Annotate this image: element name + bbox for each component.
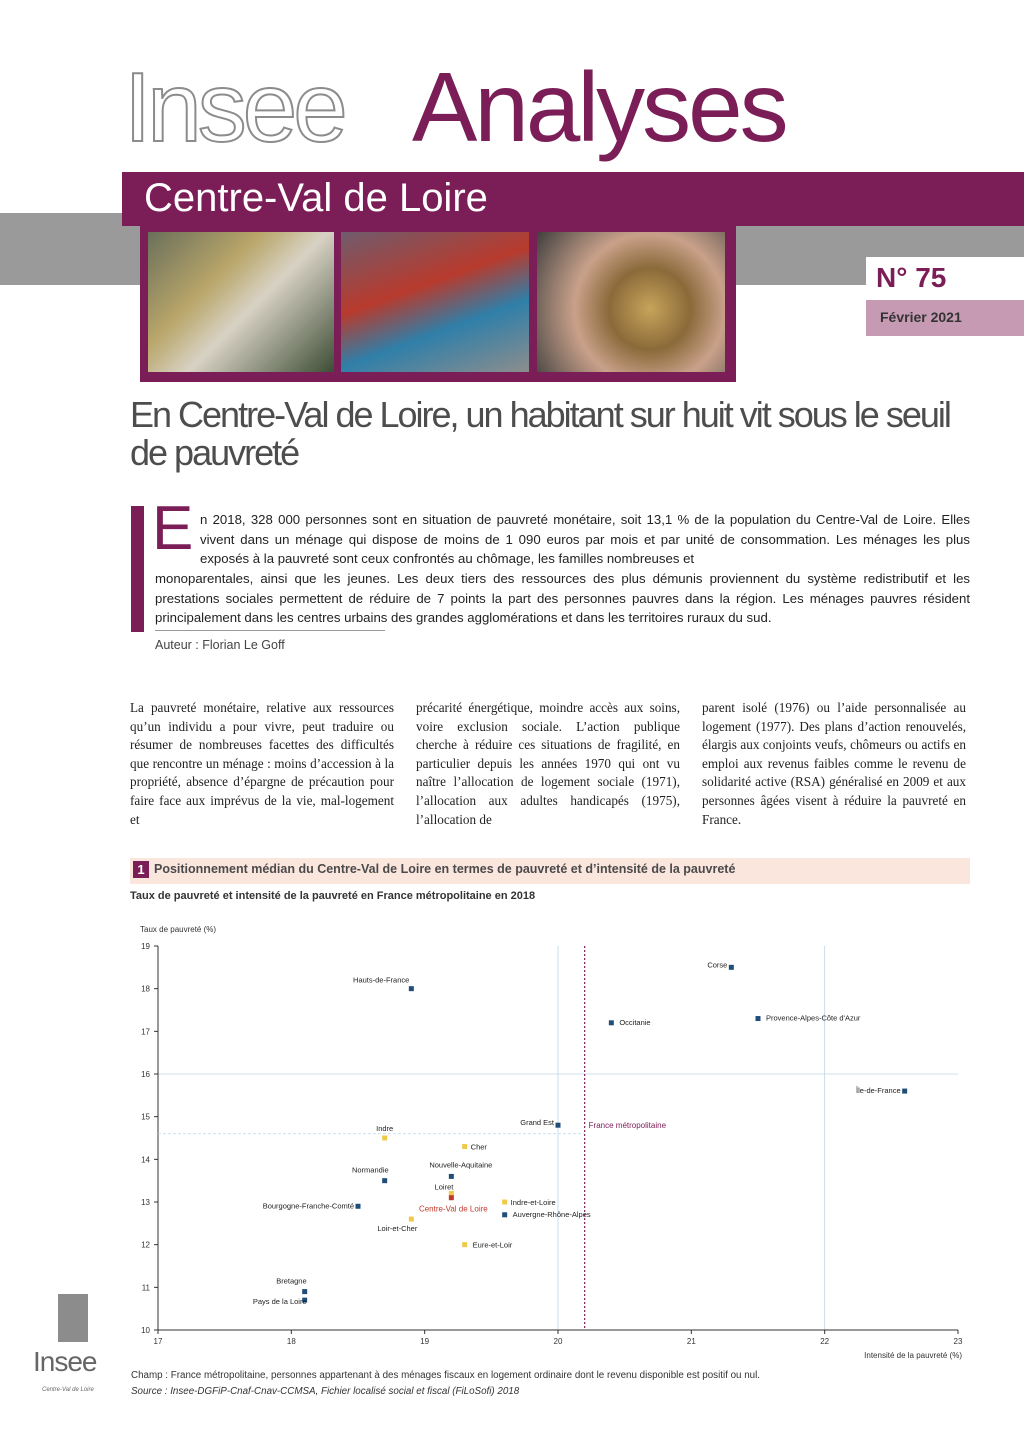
- point-label: Provence-Alpes-Côte d'Azur: [766, 1013, 861, 1023]
- point-marker: [449, 1195, 454, 1200]
- lead-accent-bar: [131, 506, 144, 632]
- point-label: Cher: [470, 1142, 487, 1152]
- author-divider: [155, 630, 385, 631]
- point-marker: [756, 1016, 761, 1021]
- point-marker: [382, 1178, 387, 1183]
- y-tick-label: 15: [141, 1112, 150, 1122]
- point-label: Indre-et-Loire: [510, 1198, 556, 1207]
- scatter-chart: [130, 920, 970, 1370]
- point-label: Centre-Val de Loire: [418, 1204, 488, 1214]
- x-tick-label: 21: [686, 1337, 696, 1346]
- point-marker: [449, 1191, 454, 1196]
- chart-grid: [158, 946, 958, 1330]
- point-label: Île-de-France: [856, 1086, 901, 1096]
- photo-groceries: [148, 232, 334, 372]
- y-tick-label: 19: [141, 942, 150, 951]
- point-marker: [302, 1289, 307, 1294]
- y-axis-label: Taux de pauvreté (%): [140, 925, 217, 934]
- y-tick-label: 13: [141, 1198, 150, 1207]
- logo-analyses-text: Analyses: [412, 52, 786, 162]
- y-tick-label: 17: [141, 1027, 150, 1037]
- point-marker: [462, 1242, 467, 1247]
- point-label: Loir-et-Cher: [377, 1224, 418, 1234]
- body-column-3: parent isolé (1976) ou l’aide personnalisée au logement (1977). Des plans d’action renouvelés, élargis aux conjoints veufs, chômeurs ou actifs en emploi aux revenus faibles comme le revenu de solidarité active (RSA) généralisé en 2009 et aux personnes âgées visent à réduire la pauvreté en France.: [702, 700, 966, 827]
- figure-number-badge: 1: [133, 861, 149, 878]
- body-column-2: précarité énergétique, moindre accès aux soins, voire exclusion sociale. L’action publique cherche à réduire ces situations de fragilité, en particulier depuis les années 1970 qui ont vu naître l’allocation de logement sociale (1971), l’allocation aux adultes handicapés (1975), l’allocation de: [416, 700, 680, 827]
- point-marker: [502, 1212, 507, 1217]
- figure-title: Positionnement médian du Centre-Val de Loire en termes de pauvreté et d’intensité de la pauvreté: [154, 862, 736, 876]
- footer-logo-mark: [58, 1294, 88, 1342]
- point-marker: [462, 1144, 467, 1149]
- lead-text-rest: monoparentales, ainsi que les jeunes. Les deux tiers des ressources des plus démunis proviennent du système redistributif et les prestations sociales permettent de réduire de 7 points la part des personnes pauvres dans la région. Les ménages pauvres résident principalement dans les centres urbains des grandes agglomérations et dans les territoires ruraux du sud.: [155, 571, 970, 626]
- point-label: Nouvelle-Aquitaine: [429, 1160, 493, 1170]
- footer-region: Centre-Val de Loire: [42, 1387, 94, 1393]
- point-marker: [729, 965, 734, 970]
- point-marker: [382, 1136, 387, 1141]
- figure-note-source: Source : Insee-DGFiP-Cnaf-Cnav-CCMSA, Fichier localisé social et fiscal (FiLoSofi) 2018: [131, 1386, 520, 1397]
- point-label: Hauts-de-France: [353, 975, 410, 985]
- author-line: Auteur : Florian Le Goff: [155, 638, 285, 652]
- x-tick-label: 17: [153, 1337, 163, 1346]
- point-marker: [556, 1123, 561, 1128]
- point-label: Occitanie: [619, 1017, 651, 1027]
- lead-dropcap: E: [152, 494, 194, 563]
- chart-axes: [140, 925, 963, 1360]
- y-tick-label: 16: [141, 1070, 150, 1079]
- chart-points: [158, 946, 907, 1330]
- logo-insee-text: Insee: [124, 52, 344, 162]
- point-label: Loiret: [434, 1182, 454, 1192]
- lead-text-first: n 2018, 328 000 personnes sont en situation de pauvreté monétaire, soit 13,1 % de la population du Centre-Val de Loire. Elles vivent dans un ménage qui dispose de moins de 1 090 euros par mois et par unité de consommation. Les ménages les plus exposés à la pauvreté sont ceux confrontés au chômage, les familles nombreuses et: [200, 512, 970, 567]
- y-tick-label: 10: [141, 1326, 150, 1335]
- point-label: Indre: [376, 1124, 394, 1133]
- point-label: Bourgogne-Franche-Comté: [262, 1201, 354, 1211]
- point-label: Grand Est: [520, 1118, 554, 1128]
- x-tick-label: 22: [820, 1337, 830, 1346]
- point-label: Bretagne: [276, 1276, 307, 1286]
- point-marker: [356, 1204, 361, 1209]
- footer-logo-insee: Insee: [33, 1346, 97, 1377]
- point-marker: [409, 1217, 414, 1222]
- x-tick-label: 18: [286, 1337, 296, 1346]
- photo-baby-shoes: [341, 232, 529, 372]
- x-tick-label: 20: [553, 1337, 563, 1346]
- issue-date: Février 2021: [880, 309, 962, 325]
- point-label: Pays de la Loire: [252, 1297, 307, 1307]
- point-label: Eure-et-Loir: [472, 1240, 513, 1250]
- body-column-1: La pauvreté monétaire, relative aux ressources qu’un individu a pour vivre, peut traduire ou résumer de nombreuses facettes des difficultés que rencontre un ménage : moins d’accession à la propriété, absence d’épargne de précaution pour faire face aux imprévus de la vie, mal-logement et: [130, 700, 394, 827]
- point-label: Auvergne-Rhône-Alpes: [512, 1209, 591, 1219]
- point-marker: [902, 1089, 907, 1094]
- figure-subtitle: Taux de pauvreté et intensité de la pauvreté en France métropolitaine en 2018: [130, 890, 536, 902]
- y-tick-label: 11: [141, 1283, 150, 1293]
- article-title: En Centre-Val de Loire, un habitant sur huit vit sous le seuil de pauvreté: [130, 394, 950, 473]
- y-tick-label: 18: [141, 984, 150, 994]
- x-axis-label: Intensité de la pauvreté (%): [864, 1351, 962, 1360]
- point-marker: [449, 1174, 454, 1179]
- point-marker: [502, 1200, 507, 1205]
- x-tick-label: 19: [420, 1337, 430, 1346]
- reference-label: France métropolitaine: [588, 1121, 667, 1131]
- x-tick-label: 23: [953, 1337, 963, 1346]
- y-tick-label: 12: [141, 1240, 150, 1250]
- region-title: Centre-Val de Loire: [144, 176, 488, 220]
- point-marker: [409, 986, 414, 991]
- point-label: Normandie: [351, 1165, 389, 1175]
- figure-note-champ: Champ : France métropolitaine, personnes appartenant à des ménages fiscaux en logement ordinaire dont le revenu disponible est positif ou nul.: [131, 1370, 761, 1381]
- point-marker: [609, 1020, 614, 1025]
- y-tick-label: 14: [141, 1155, 150, 1165]
- issue-number: N° 75: [876, 262, 947, 293]
- photo-coins-hand: [537, 232, 725, 372]
- point-label: Corse: [707, 960, 728, 970]
